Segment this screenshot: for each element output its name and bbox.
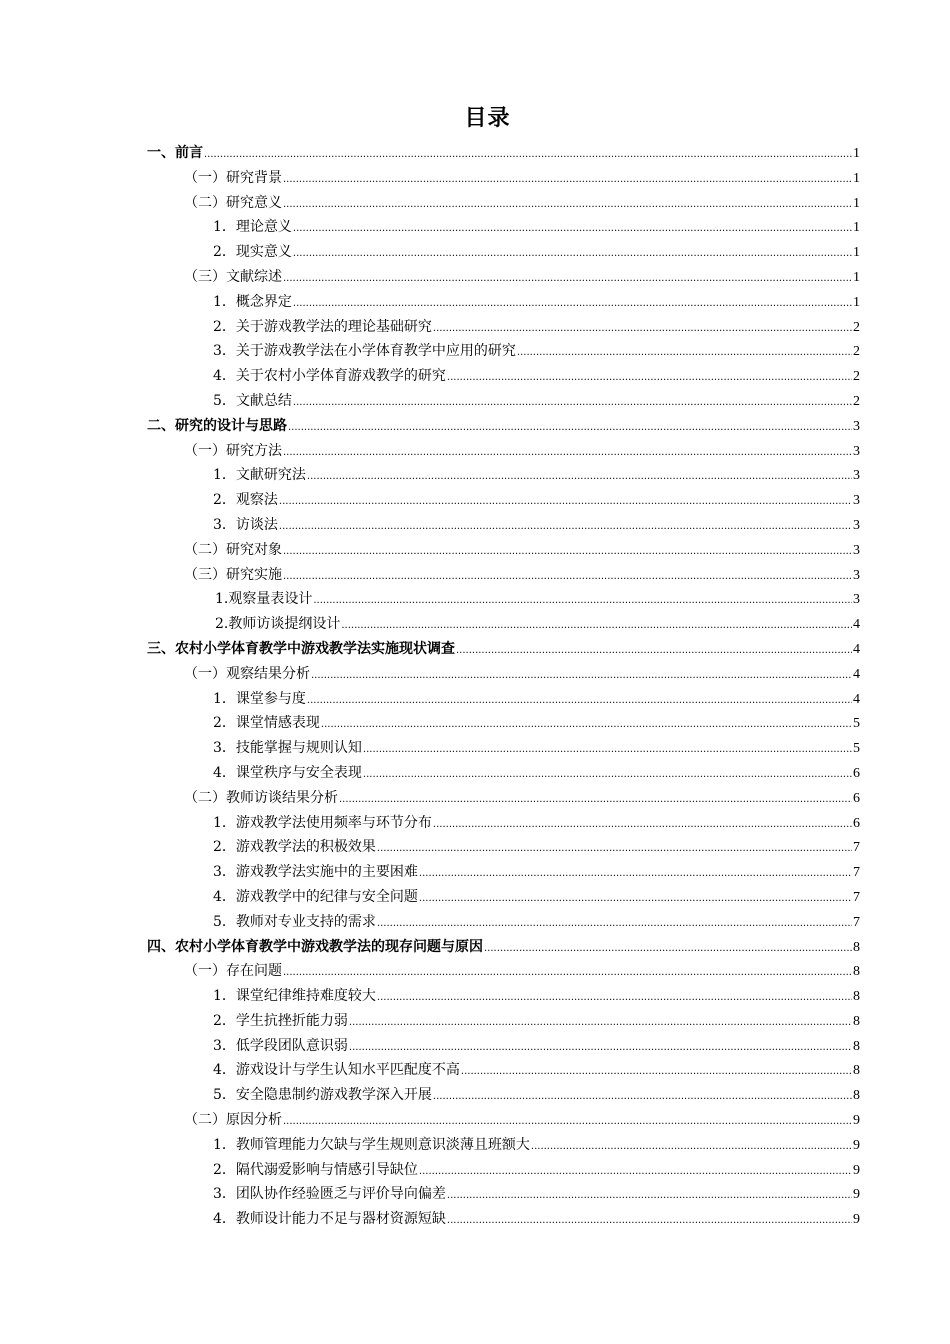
toc-entry[interactable] — [147, 860, 860, 885]
toc-entry[interactable] — [147, 761, 860, 786]
toc-entry-label: （一）研究背景 — [184, 169, 282, 186]
toc-entry[interactable] — [147, 538, 860, 563]
toc-entry-page-number: 3 — [853, 567, 860, 583]
toc-entry-page-number: 2 — [853, 393, 860, 409]
toc-dot-leader — [283, 959, 852, 986]
toc-entry[interactable] — [147, 364, 860, 389]
toc-entry[interactable] — [147, 339, 860, 364]
toc-dot-leader — [311, 662, 852, 689]
toc-entry[interactable] — [147, 935, 860, 960]
toc-entry[interactable] — [147, 215, 860, 240]
toc-entry-page-number: 5 — [853, 716, 860, 732]
toc-entry-page-number: 8 — [853, 1038, 860, 1054]
toc-entry-page-number: 1 — [853, 170, 860, 186]
toc-entry-label: 1．课堂参与度 — [213, 690, 306, 707]
toc-entry-page-number: 9 — [853, 1137, 860, 1153]
toc-entry[interactable] — [147, 488, 860, 513]
toc-entry-page-number: 5 — [853, 741, 860, 757]
toc-entry[interactable] — [147, 141, 860, 166]
toc-dot-leader — [377, 835, 852, 862]
toc-entry[interactable] — [147, 439, 860, 464]
toc-entry[interactable] — [147, 885, 860, 910]
toc-entry-page-number: 6 — [853, 815, 860, 831]
toc-entry-label: 一、前言 — [147, 145, 203, 161]
toc-entry[interactable] — [147, 711, 860, 736]
toc-entry-page-number: 9 — [853, 1187, 860, 1203]
toc-entry-label: 5．文献总结 — [213, 392, 292, 409]
table-of-contents — [147, 141, 860, 1232]
toc-entry-page-number: 1 — [853, 269, 860, 285]
toc-entry-page-number: 7 — [853, 914, 860, 930]
toc-dot-leader — [341, 612, 852, 639]
toc-entry-page-number: 3 — [853, 443, 860, 459]
toc-entry-label: 3．技能掌握与规则认知 — [213, 740, 362, 757]
toc-title: 目录 — [464, 106, 511, 131]
toc-entry[interactable] — [147, 290, 860, 315]
toc-dot-leader — [283, 191, 852, 218]
toc-entry-label: 1.观察量表设计 — [215, 591, 313, 608]
toc-entry[interactable] — [147, 736, 860, 761]
toc-dot-leader — [204, 141, 852, 168]
toc-entry-page-number: 8 — [853, 1088, 860, 1104]
toc-dot-leader — [283, 538, 852, 565]
toc-entry-label: 1．教师管理能力欠缺与学生规则意识淡薄且班额大 — [213, 1136, 530, 1153]
toc-entry-label: 1．课堂纪律维持难度较大 — [213, 988, 376, 1005]
toc-entry-label: 3．低学段团队意识弱 — [213, 1037, 348, 1054]
toc-dot-leader — [339, 786, 852, 813]
toc-entry[interactable] — [147, 637, 860, 662]
toc-entry-label: 2．隔代溺爱影响与情感引导缺位 — [213, 1161, 418, 1178]
toc-entry[interactable] — [147, 612, 860, 637]
toc-dot-leader — [447, 364, 852, 391]
toc-entry-label: 3．团队协作经验匮乏与评价导向偏差 — [213, 1186, 446, 1203]
toc-entry-label: 2.教师访谈提纲设计 — [215, 616, 341, 633]
toc-entry-label: 2．现实意义 — [213, 244, 292, 261]
toc-dot-leader — [293, 389, 852, 416]
toc-entry-page-number: 9 — [853, 1212, 860, 1228]
toc-dot-leader — [293, 215, 852, 242]
toc-entry-label: 4．课堂秩序与安全表现 — [213, 764, 362, 781]
toc-entry-label: （三）文献综述 — [184, 268, 282, 285]
toc-dot-leader — [283, 265, 852, 292]
toc-entry-label: （三）研究实施 — [184, 566, 282, 583]
toc-entry-label: （二）研究对象 — [184, 541, 282, 558]
toc-entry-label: 2．观察法 — [213, 492, 278, 509]
toc-entry-label: 2．关于游戏教学法的理论基础研究 — [213, 318, 432, 335]
toc-entry-page-number: 3 — [853, 517, 860, 533]
toc-dot-leader — [307, 463, 852, 490]
toc-entry-label: 5．安全隐患制约游戏教学深入开展 — [213, 1087, 432, 1104]
toc-entry-page-number: 3 — [853, 493, 860, 509]
toc-entry-page-number: 2 — [853, 344, 860, 360]
toc-entry-page-number: 8 — [853, 989, 860, 1005]
toc-entry-page-number: 4 — [853, 666, 860, 682]
toc-dot-leader — [377, 910, 852, 937]
toc-entry-label: 3．关于游戏教学法在小学体育教学中应用的研究 — [213, 343, 516, 360]
toc-entry[interactable] — [147, 191, 860, 216]
toc-entry-label: 1．概念界定 — [213, 293, 292, 310]
toc-dot-leader — [531, 1133, 852, 1160]
toc-dot-leader — [419, 885, 852, 912]
toc-entry-label: 4．游戏教学中的纪律与安全问题 — [213, 888, 418, 905]
toc-entry-page-number: 7 — [853, 889, 860, 905]
toc-entry-page-number: 1 — [853, 146, 860, 161]
toc-dot-leader — [313, 587, 852, 614]
toc-entry[interactable] — [147, 414, 860, 439]
toc-dot-leader — [419, 1158, 852, 1185]
toc-dot-leader — [279, 488, 852, 515]
toc-entry[interactable] — [147, 1133, 860, 1158]
toc-dot-leader — [321, 711, 852, 738]
toc-entry-label: 三、农村小学体育教学中游戏教学法实施现状调查 — [147, 640, 455, 657]
toc-entry[interactable] — [147, 1207, 860, 1232]
toc-entry[interactable] — [147, 1108, 860, 1133]
toc-entry-label: 1．理论意义 — [213, 219, 292, 236]
toc-entry[interactable] — [147, 563, 860, 588]
toc-entry-label: 2．学生抗挫折能力弱 — [213, 1012, 348, 1029]
toc-entry-page-number: 8 — [853, 1013, 860, 1029]
toc-entry-label: 4．关于农村小学体育游戏教学的研究 — [213, 368, 446, 385]
toc-entry-page-number: 4 — [853, 617, 860, 633]
toc-entry[interactable] — [147, 315, 860, 340]
toc-entry-page-number: 1 — [853, 195, 860, 211]
toc-entry-page-number: 3 — [853, 542, 860, 558]
toc-entry-page-number: 2 — [853, 369, 860, 385]
toc-entry[interactable] — [147, 662, 860, 687]
toc-entry[interactable] — [147, 389, 860, 414]
toc-dot-leader — [279, 513, 852, 540]
toc-entry-label: （一）观察结果分析 — [184, 665, 310, 682]
toc-entry[interactable] — [147, 1158, 860, 1183]
toc-dot-leader — [433, 1083, 852, 1110]
toc-entry-label: 3．游戏教学法实施中的主要困难 — [213, 864, 418, 881]
toc-entry-page-number: 1 — [853, 245, 860, 261]
toc-entry-label: 二、研究的设计与思路 — [147, 417, 287, 434]
toc-dot-leader — [363, 761, 852, 788]
toc-entry[interactable] — [147, 959, 860, 984]
toc-dot-leader — [419, 860, 852, 887]
toc-entry-page-number: 4 — [853, 641, 860, 657]
toc-entry-label: （二）教师访谈结果分析 — [184, 789, 338, 806]
toc-dot-leader — [288, 414, 852, 441]
toc-entry[interactable] — [147, 1182, 860, 1207]
toc-entry-label: 2．游戏教学法的积极效果 — [213, 839, 376, 856]
toc-dot-leader — [283, 563, 852, 590]
toc-entry[interactable] — [147, 786, 860, 811]
toc-dot-leader — [433, 811, 852, 838]
toc-entry-page-number: 1 — [853, 220, 860, 236]
toc-entry-label: 1．游戏教学法使用频率与环节分布 — [213, 814, 432, 831]
toc-dot-leader — [293, 290, 852, 317]
toc-entry[interactable] — [147, 587, 860, 612]
toc-entry-page-number: 7 — [853, 840, 860, 856]
toc-entry[interactable] — [147, 166, 860, 191]
toc-entry-page-number: 8 — [853, 939, 860, 955]
toc-dot-leader — [283, 1108, 852, 1135]
toc-entry[interactable] — [147, 984, 860, 1009]
toc-entry-page-number: 3 — [853, 418, 860, 434]
toc-entry-page-number: 6 — [853, 790, 860, 806]
toc-entry-page-number: 4 — [853, 691, 860, 707]
toc-entry[interactable] — [147, 513, 860, 538]
toc-entry-label: 5．教师对专业支持的需求 — [213, 913, 376, 930]
toc-entry[interactable] — [147, 811, 860, 836]
toc-dot-leader — [293, 240, 852, 267]
toc-entry-label: （二）原因分析 — [184, 1112, 282, 1129]
toc-entry-page-number: 3 — [853, 468, 860, 484]
toc-dot-leader — [283, 439, 852, 466]
toc-dot-leader — [349, 1009, 852, 1036]
toc-entry[interactable] — [147, 463, 860, 488]
toc-entry[interactable] — [147, 835, 860, 860]
toc-entry[interactable] — [147, 1058, 860, 1083]
toc-entry[interactable] — [147, 687, 860, 712]
toc-dot-leader — [349, 1034, 852, 1061]
toc-entry[interactable] — [147, 1009, 860, 1034]
toc-entry-page-number: 3 — [853, 592, 860, 608]
toc-entry-label: 2．课堂情感表现 — [213, 715, 320, 732]
toc-dot-leader — [456, 637, 852, 664]
toc-entry[interactable] — [147, 910, 860, 935]
toc-dot-leader — [484, 935, 852, 962]
toc-entry-label: 4．教师设计能力不足与器材资源短缺 — [213, 1211, 446, 1228]
toc-entry-page-number: 8 — [853, 964, 860, 980]
toc-dot-leader — [433, 315, 852, 342]
toc-dot-leader — [461, 1058, 852, 1085]
toc-dot-leader — [517, 339, 852, 366]
toc-entry[interactable] — [147, 1083, 860, 1108]
toc-entry[interactable] — [147, 240, 860, 265]
toc-entry-page-number: 1 — [853, 294, 860, 310]
toc-dot-leader — [283, 166, 852, 193]
toc-entry-label: 4．游戏设计与学生认知水平匹配度不高 — [213, 1062, 460, 1079]
toc-dot-leader — [447, 1182, 852, 1209]
toc-dot-leader — [377, 984, 852, 1011]
toc-entry-page-number: 9 — [853, 1162, 860, 1178]
toc-entry-label: （二）研究意义 — [184, 194, 282, 211]
toc-entry-label: （一）研究方法 — [184, 442, 282, 459]
toc-entry-page-number: 7 — [853, 865, 860, 881]
toc-entry-label: 四、农村小学体育教学中游戏教学法的现存问题与原因 — [147, 938, 483, 955]
toc-entry-page-number: 8 — [853, 1063, 860, 1079]
toc-entry-label: （一）存在问题 — [184, 963, 282, 980]
toc-entry-label: 1．文献研究法 — [213, 467, 306, 484]
toc-entry-page-number: 2 — [853, 319, 860, 335]
toc-entry-page-number: 6 — [853, 765, 860, 781]
toc-dot-leader — [363, 736, 852, 763]
toc-entry[interactable] — [147, 265, 860, 290]
toc-dot-leader — [447, 1207, 852, 1234]
toc-entry-label: 3．访谈法 — [213, 516, 278, 533]
toc-dot-leader — [307, 687, 852, 714]
toc-entry[interactable] — [147, 1034, 860, 1059]
toc-entry-page-number: 9 — [853, 1113, 860, 1129]
